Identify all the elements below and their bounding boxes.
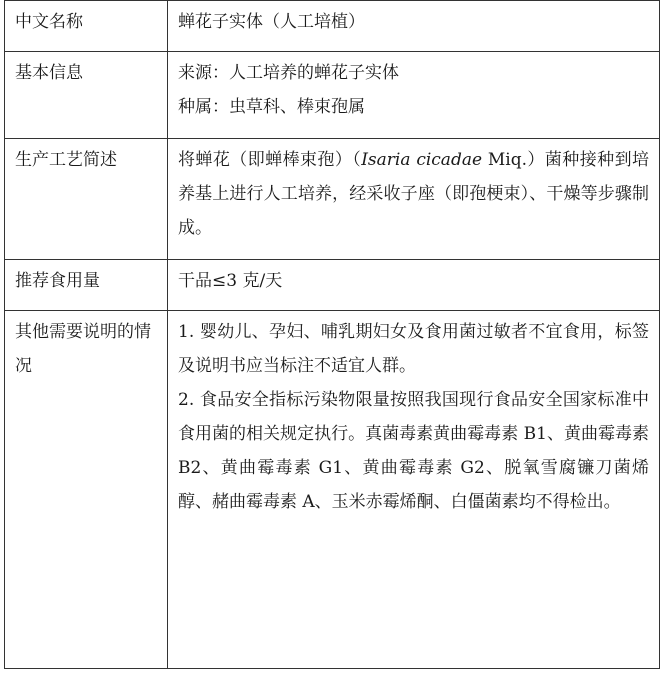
row-label-production-process: 生产工艺简述 xyxy=(5,139,168,260)
note-item-2: 2. 食品安全指标污染物限量按照我国现行食品安全国家标准中食用菌的相关规定执行。真菌毒素黄曲霉毒素 B1、黄曲霉毒素 B2、黄曲霉毒素 G1、黄曲霉毒素 G2、脱氧雪腐镰刀菌烯醇、赭曲霉毒素 A、玉米赤霉烯酮、白僵菌素均不得检出。 xyxy=(178,390,649,512)
row-label-other-notes: 其他需要说明的情况 xyxy=(5,311,168,669)
row-label-chinese-name: 中文名称 xyxy=(5,1,168,52)
table-row-other-notes xyxy=(5,311,660,669)
row-value-recommended-intake xyxy=(168,260,660,311)
specification-table xyxy=(4,0,660,669)
row-value-production-process xyxy=(168,139,660,260)
production-process-text xyxy=(178,143,649,245)
process-text-before: 将蝉花（即蝉棒束孢）（ xyxy=(178,150,362,170)
row-label-recommended-intake: 推荐食用量 xyxy=(5,260,168,311)
genus-text: 种属：虫草科、棒束孢属 xyxy=(178,97,365,117)
row-value-chinese-name xyxy=(168,1,660,52)
table-row-basic-info xyxy=(5,52,660,139)
row-label-basic-info: 基本信息 xyxy=(5,52,168,139)
chinese-name-text: 蝉花子实体（人工培植） xyxy=(178,12,365,32)
row-value-basic-info xyxy=(168,52,660,139)
latin-species-name: Isaria cicadae xyxy=(361,150,483,170)
process-text-after: Miq.）菌种接种到培养基上进行人工培养，经采收子座（即孢梗束）、干燥等步骤制成。 xyxy=(178,150,649,238)
note-item-1: 1. 婴幼儿、孕妇、哺乳期妇女及食用菌过敏者不宜食用，标签及说明书应当标注不适宜人群。 xyxy=(178,322,649,376)
table-row-production-process xyxy=(5,139,660,260)
source-text: 来源：人工培养的蝉花子实体 xyxy=(178,63,399,83)
recommended-intake-text: 干品≤3 克/天 xyxy=(178,271,283,291)
table-row-chinese-name xyxy=(5,1,660,52)
row-value-other-notes xyxy=(168,311,660,669)
table-row-recommended-intake xyxy=(5,260,660,311)
